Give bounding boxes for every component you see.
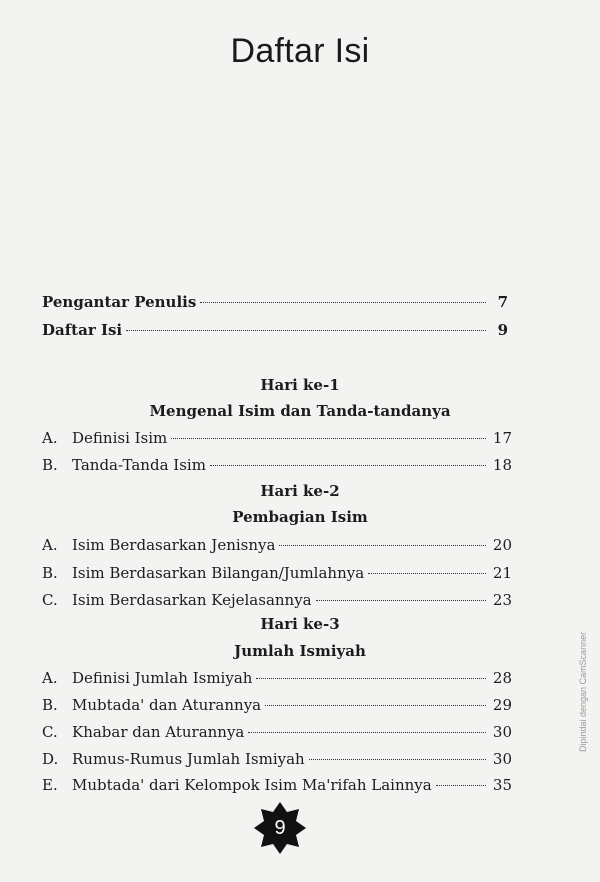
- toc-entry-label: Isim Berdasarkan Bilangan/Jumlahnya: [72, 564, 365, 582]
- leader-dots: [126, 330, 486, 331]
- leader-dots: [265, 705, 486, 706]
- toc-entry-label: Khabar dan Aturannya: [72, 723, 245, 741]
- toc-entry-page: 23: [492, 591, 512, 609]
- toc-entry[interactable]: [42, 722, 512, 742]
- scanner-watermark: Dipindai dengan CamScanner: [578, 631, 588, 752]
- toc-entry-label: Isim Berdasarkan Kejelasannya: [72, 591, 312, 609]
- toc-entry[interactable]: [42, 668, 512, 688]
- day-topic: Mengenal Isim dan Tanda-tandanya: [149, 402, 451, 420]
- toc-entry-page: 35: [492, 776, 512, 794]
- toc-entry-letter: A.: [42, 429, 58, 447]
- toc-entry-page: 29: [492, 696, 512, 714]
- leader-dots: [248, 732, 486, 733]
- leader-dots: [171, 438, 486, 439]
- leader-dots: [309, 759, 486, 760]
- toc-entry-label: Definisi Jumlah Ismiyah: [72, 669, 253, 687]
- toc-entry-page: 18: [492, 456, 512, 474]
- toc-entry-page: 7: [497, 293, 508, 311]
- toc-entry-label: Tanda-Tanda Isim: [72, 456, 206, 474]
- toc-entry-label: Daftar Isi: [42, 321, 123, 339]
- toc-entry-letter: B.: [42, 696, 58, 714]
- leader-dots: [210, 465, 486, 466]
- toc-entry-page: 30: [492, 723, 512, 741]
- toc-entry-letter: E.: [42, 776, 58, 794]
- day-topic: Pembagian Isim: [232, 508, 368, 526]
- toc-entry-label: Mubtada' dan Aturannya: [72, 696, 262, 714]
- leader-dots: [316, 600, 486, 601]
- leader-dots: [436, 785, 486, 786]
- toc-entry[interactable]: [42, 775, 512, 795]
- toc-entry[interactable]: [42, 455, 512, 475]
- toc-entry[interactable]: [42, 695, 512, 715]
- toc-entry-page: 17: [492, 429, 512, 447]
- toc-entry-label: Mubtada' dari Kelompok Isim Ma'rifah Lainnya: [72, 776, 432, 794]
- toc-entry-letter: B.: [42, 456, 58, 474]
- toc-entry[interactable]: [42, 535, 512, 555]
- toc-entry[interactable]: [42, 563, 512, 583]
- page-number: 9: [274, 817, 286, 839]
- leader-dots: [256, 678, 486, 679]
- toc-entry-letter: A.: [42, 669, 58, 687]
- toc-entry-page: 9: [497, 321, 508, 339]
- day-topic: Jumlah Ismiyah: [234, 642, 366, 660]
- toc-entry-page: 28: [492, 669, 512, 687]
- toc-entry-label: Definisi Isim: [72, 429, 168, 447]
- day-heading: Hari ke-1: [260, 376, 340, 394]
- toc-entry-letter: A.: [42, 536, 58, 554]
- leader-dots: [279, 545, 486, 546]
- page-title: Daftar Isi: [230, 32, 370, 70]
- toc-entry-daftar-isi[interactable]: [42, 320, 508, 340]
- toc-entry-letter: C.: [42, 723, 58, 741]
- toc-entry-page: 20: [492, 536, 512, 554]
- toc-entry[interactable]: [42, 749, 512, 769]
- day-heading: Hari ke-2: [260, 482, 340, 500]
- toc-entry-label: Rumus-Rumus Jumlah Ismiyah: [72, 750, 305, 768]
- leader-dots: [368, 573, 486, 574]
- toc-entry-letter: B.: [42, 564, 58, 582]
- toc-entry-letter: C.: [42, 591, 58, 609]
- toc-entry[interactable]: [42, 590, 512, 610]
- toc-entry[interactable]: [42, 428, 512, 448]
- toc-entry-label: Isim Berdasarkan Jenisnya: [72, 536, 276, 554]
- toc-entry-letter: D.: [42, 750, 59, 768]
- toc-entry-pengantar[interactable]: [42, 292, 508, 312]
- day-heading: Hari ke-3: [260, 615, 340, 633]
- leader-dots: [200, 302, 486, 303]
- toc-entry-label: Pengantar Penulis: [42, 293, 197, 311]
- toc-entry-page: 21: [492, 564, 512, 582]
- toc-entry-page: 30: [492, 750, 512, 768]
